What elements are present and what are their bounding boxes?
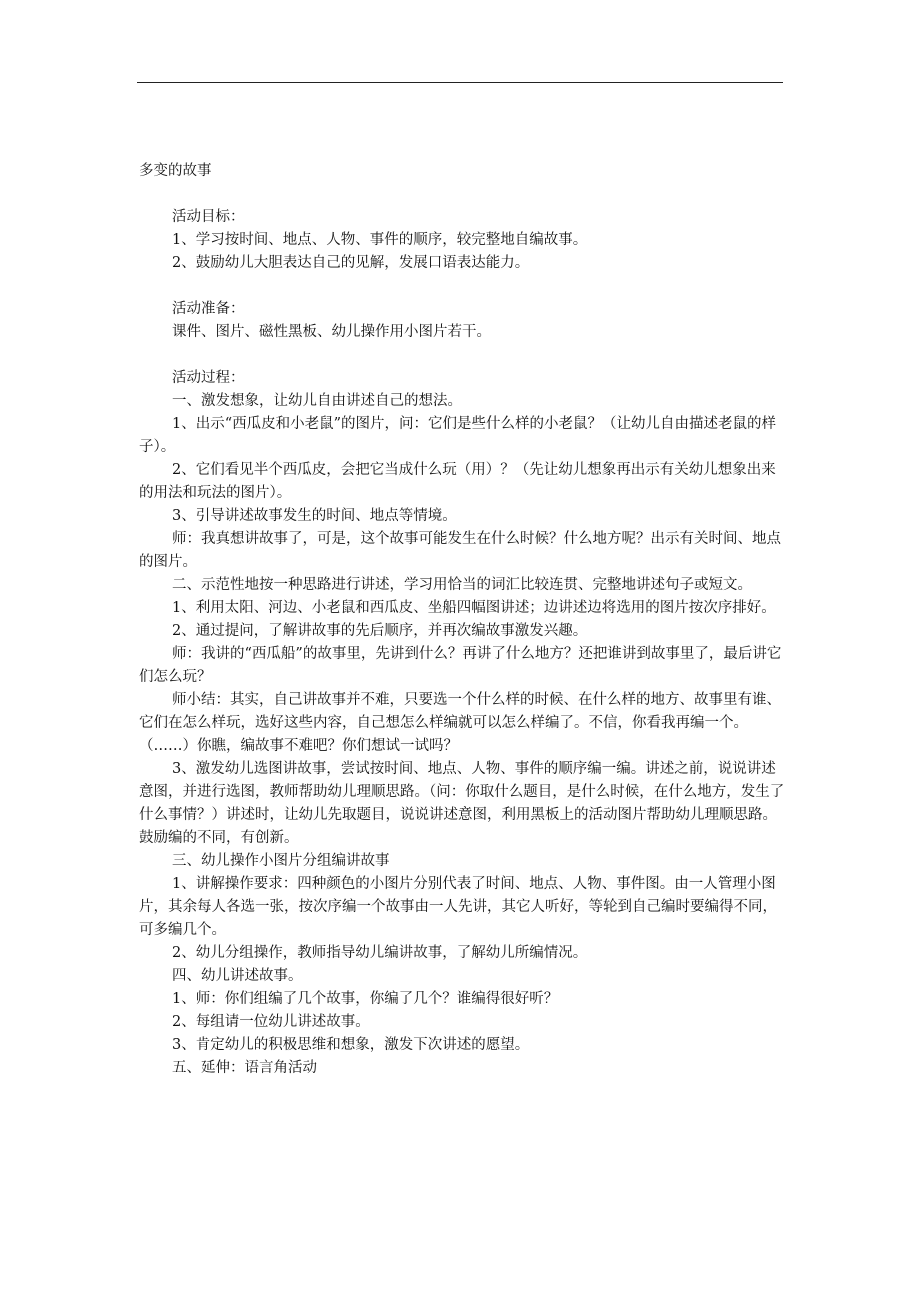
document-title: 多变的故事	[139, 163, 212, 179]
prep-heading: 活动准备：	[172, 301, 245, 317]
paragraph: 3、激发幼儿选图讲故事，尝试按时间、地点、人物、事件的顺序编一编。讲述之前，说说讲述意图，并进行选图，教师帮助幼儿理顺思路。（问：你取什么题目，是什么时候，在什么地方，发生了什么事情？）讲述时，让幼儿先取题目，说说讲述意图，利用黑板上的活动图片帮助幼儿理顺思路。鼓励编的不同，有创新。	[139, 761, 785, 846]
paragraph: 师：我真想讲故事了，可是，这个故事可能发生在什么时候？什么地方呢？出示有关时间、地点的图片。	[139, 531, 781, 570]
paragraph: 2、它们看见半个西瓜皮，会把它当成什么玩（用）？（先让幼儿想象再出示有关幼儿想象出来的用法和玩法的图片）。	[139, 462, 776, 501]
spacer	[139, 275, 789, 298]
paragraph: 1、利用太阳、河边、小老鼠和西瓜皮、坐船四幅图讲述；边讲述边将选用的图片按次序排好。	[172, 600, 776, 616]
paragraph: 四、幼儿讲述故事。	[172, 968, 303, 984]
paragraph: 2、每组请一位幼儿讲述故事。	[172, 1014, 370, 1030]
paragraph: 一、激发想象，让幼儿自由讲述自己的想法。	[172, 393, 462, 409]
paragraph: 二、示范性地按一种思路进行讲述，学习用恰当的词汇比较连贯、完整地讲述句子或短文。	[172, 577, 752, 593]
paragraph: 师：我讲的“西瓜船”的故事里，先讲到什么？再讲了什么地方？还把谁讲到故事里了，最后讲它们怎么玩？	[139, 646, 782, 685]
paragraph: 师小结：其实，自己讲故事并不难，只要选一个什么样的时候、在什么样的地方、故事里有谁、它们在怎么样玩，选好这些内容，自己想怎么样编就可以怎么样编了。不信，你看我再编一个。（……）你瞧，编故事不难吧？你们想试一试吗？	[139, 692, 781, 754]
paragraph: 3、引导讲述故事发生的时间、地点等情境。	[172, 508, 457, 524]
paragraph: 2、幼儿分组操作，教师指导幼儿编讲故事，了解幼儿所编情况。	[172, 945, 588, 961]
paragraph: 3、肯定幼儿的积极思维和想象，激发下次讲述的愿望。	[172, 1037, 530, 1053]
spacer	[139, 344, 789, 367]
goal-item: 1、学习按时间、地点、人物、事件的顺序，较完整地自编故事。	[172, 232, 588, 248]
paragraph: 三、幼儿操作小图片分组编讲故事	[172, 853, 390, 869]
paragraph: 五、延伸：语言角活动	[172, 1060, 317, 1076]
prep-text: 课件、图片、磁性黑板、幼儿操作用小图片若干。	[172, 324, 491, 340]
goals-heading: 活动目标：	[172, 209, 245, 225]
document-body	[139, 160, 789, 1080]
paragraph: 1、出示“西瓜皮和小老鼠”的图片，问：它们是些什么样的小老鼠？（让幼儿自由描述老鼠的样子）。	[139, 416, 777, 455]
goal-item: 2、鼓励幼儿大胆表达自己的见解，发展口语表达能力。	[172, 255, 530, 271]
paragraph: 2、通过提问，了解讲故事的先后顺序，并再次编故事激发兴趣。	[172, 623, 588, 639]
paragraph: 1、师：你们组编了几个故事，你编了几个？谁编得很好听？	[172, 991, 559, 1007]
paragraph: 1、讲解操作要求：四种颜色的小图片分别代表了时间、地点、人物、事件图。由一人管理小图片，其余每人各选一张，按次序编一个故事由一人先讲，其它人听好，等轮到自己编时要编得不同，可多编几个。	[139, 876, 777, 938]
process-paragraphs	[139, 390, 789, 1080]
process-heading: 活动过程：	[172, 370, 245, 386]
header-rule	[137, 82, 783, 83]
